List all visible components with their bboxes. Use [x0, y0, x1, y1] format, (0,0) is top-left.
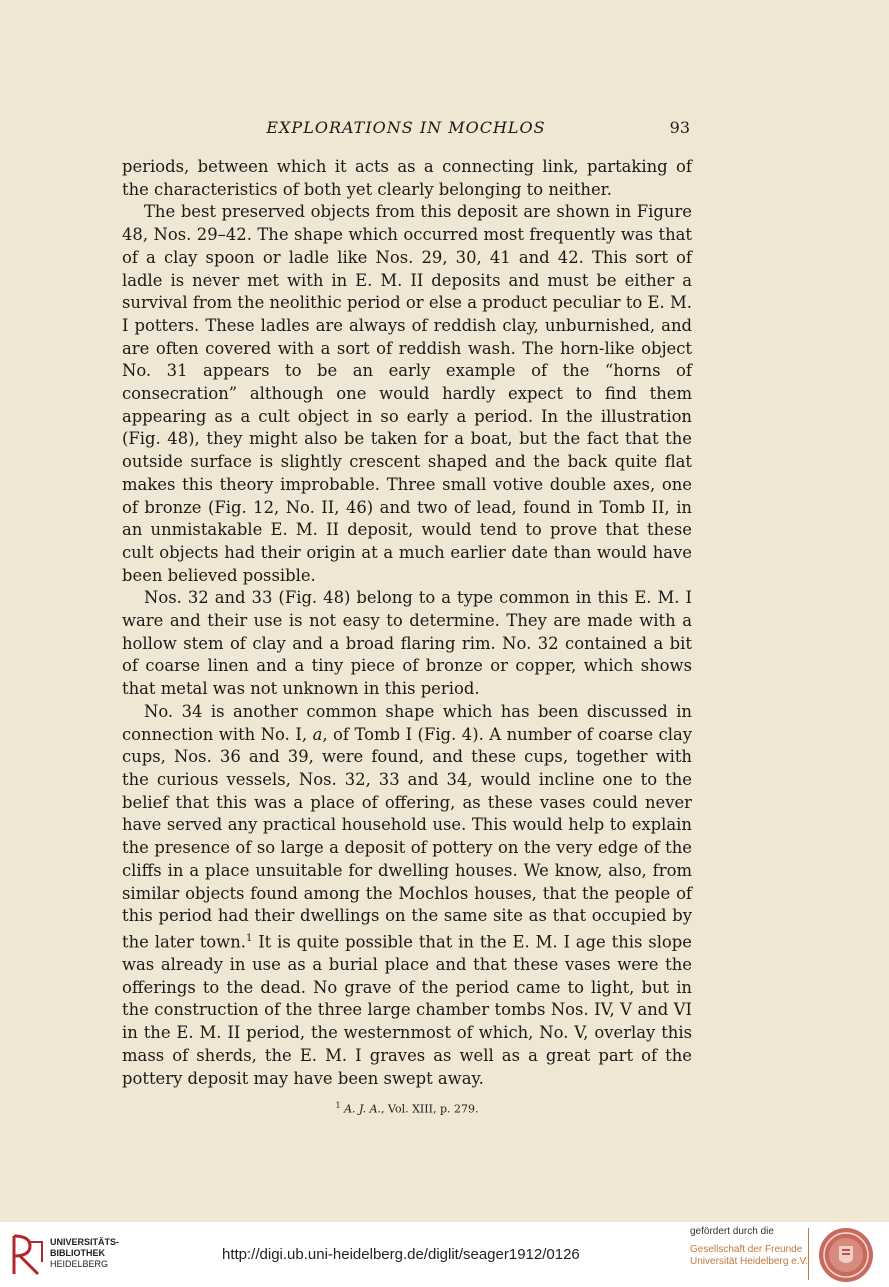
university-library-logo-icon[interactable] — [8, 1232, 46, 1278]
permalink-url[interactable]: http://digi.ub.uni-heidelberg.de/diglit/seager1912/0126 — [222, 1246, 580, 1263]
paragraph-text: It is quite possible that in the E. M. I age this slope was already in use as a burial place and that these vases were the offerings to the dead. No grave of the period came to light, but in the construction of the three large chamber tombs Nos. IV, V and VI in the E. M. II period, the westernmost of which, No. V, overlay this mass of sherds, the E. M. I graves as well as a great part of the pottery deposit may have been swept away. — [122, 932, 692, 1088]
university-seal-icon[interactable] — [817, 1226, 875, 1284]
paragraph — [122, 701, 692, 1090]
society-name[interactable] — [690, 1244, 808, 1268]
footnote-reference[interactable]: 1 — [245, 932, 253, 944]
running-head — [122, 118, 690, 140]
paragraph: The best preserved objects from this deposit are shown in Figure 48, Nos. 29–42. The shape which occurred most frequently was that of a clay spoon or ladle like Nos. 29, 30, 41 and 42. This sort of ladle is never met with in E. M. II deposits and must be either a survival from the neolithic period or else a product peculiar to E. M. I potters. These ladles are always of reddish clay, unburnished, and are often covered with a sort of reddish wash. The horn-like object No. 31 appears to be an early example of the “horns of consecration” although one would hardly expect to find them appearing as a cult object in so early a period. In the illustration (Fig. 48), they might also be taken for a boat, but the fact that the outside surface is slightly crescent shaped and the back quite flat makes this theory improbable. Three small votive double axes, one of bronze (Fig. 12, No. II, 46) and two of lead, found in Tomb II, in an unmistakable E. M. II deposit, would tend to prove that these cult objects had their origin at a much earlier date than would have been believed possible. — [122, 202, 692, 585]
running-title: EXPLORATIONS IN MOCHLOS — [266, 118, 546, 137]
italic-letter: a — [312, 724, 323, 744]
viewer-footer — [0, 1222, 889, 1287]
footnote-ref: , Vol. XIII, p. 279. — [381, 1102, 479, 1116]
library-name-line: UNIVERSITÄTS- — [50, 1237, 120, 1247]
footnote-journal: A. J. A. — [344, 1102, 382, 1116]
paragraph-text: No. 34 is another common shape which has been discussed in connection with No. I, — [122, 701, 692, 744]
library-name[interactable] — [50, 1237, 119, 1270]
society-name-line: Universität Heidelberg e.V. — [690, 1256, 809, 1267]
body-text — [122, 156, 692, 1090]
funded-by-label: gefördert durch die — [690, 1226, 774, 1237]
footnote-mark: 1 — [335, 1101, 341, 1110]
paragraph: periods, between which it acts as a connecting link, partaking of the characteristics of both yet clearly belonging to neither. — [122, 157, 692, 199]
library-name-line: BIBLIOTHEK — [50, 1248, 105, 1258]
divider — [808, 1228, 809, 1280]
paragraph: Nos. 32 and 33 (Fig. 48) belong to a type common in this E. M. I ware and their use is not easy to determine. They are made with a hollow stem of clay and a broad flaring rim. No. 32 contained a bit of coarse linen and a tiny piece of bronze or copper, which shows that metal was not unknown in this period. — [122, 588, 692, 699]
library-name-line: HEIDELBERG — [50, 1259, 109, 1269]
society-name-line: Gesellschaft der Freunde — [690, 1244, 803, 1255]
footnote — [122, 1101, 692, 1116]
paragraph-text: , of Tomb I (Fig. 4). A number of coarse clay cups, Nos. 36 and 39, were found, and these cups, together with the curious vessels, Nos. 32, 33 and 34, would incline one to the belief that this was a place of offering, as these vases could never have served any practical household use. This would help to explain the presence of so large a deposit of pottery on the very edge of the cliffs in a place unsuitable for dwelling houses. We know, also, from similar objects found among the Mochlos houses, that the people of this period had their dwellings on the same site as that occupied by the later town. — [122, 724, 693, 952]
page-number: 93 — [669, 118, 690, 137]
